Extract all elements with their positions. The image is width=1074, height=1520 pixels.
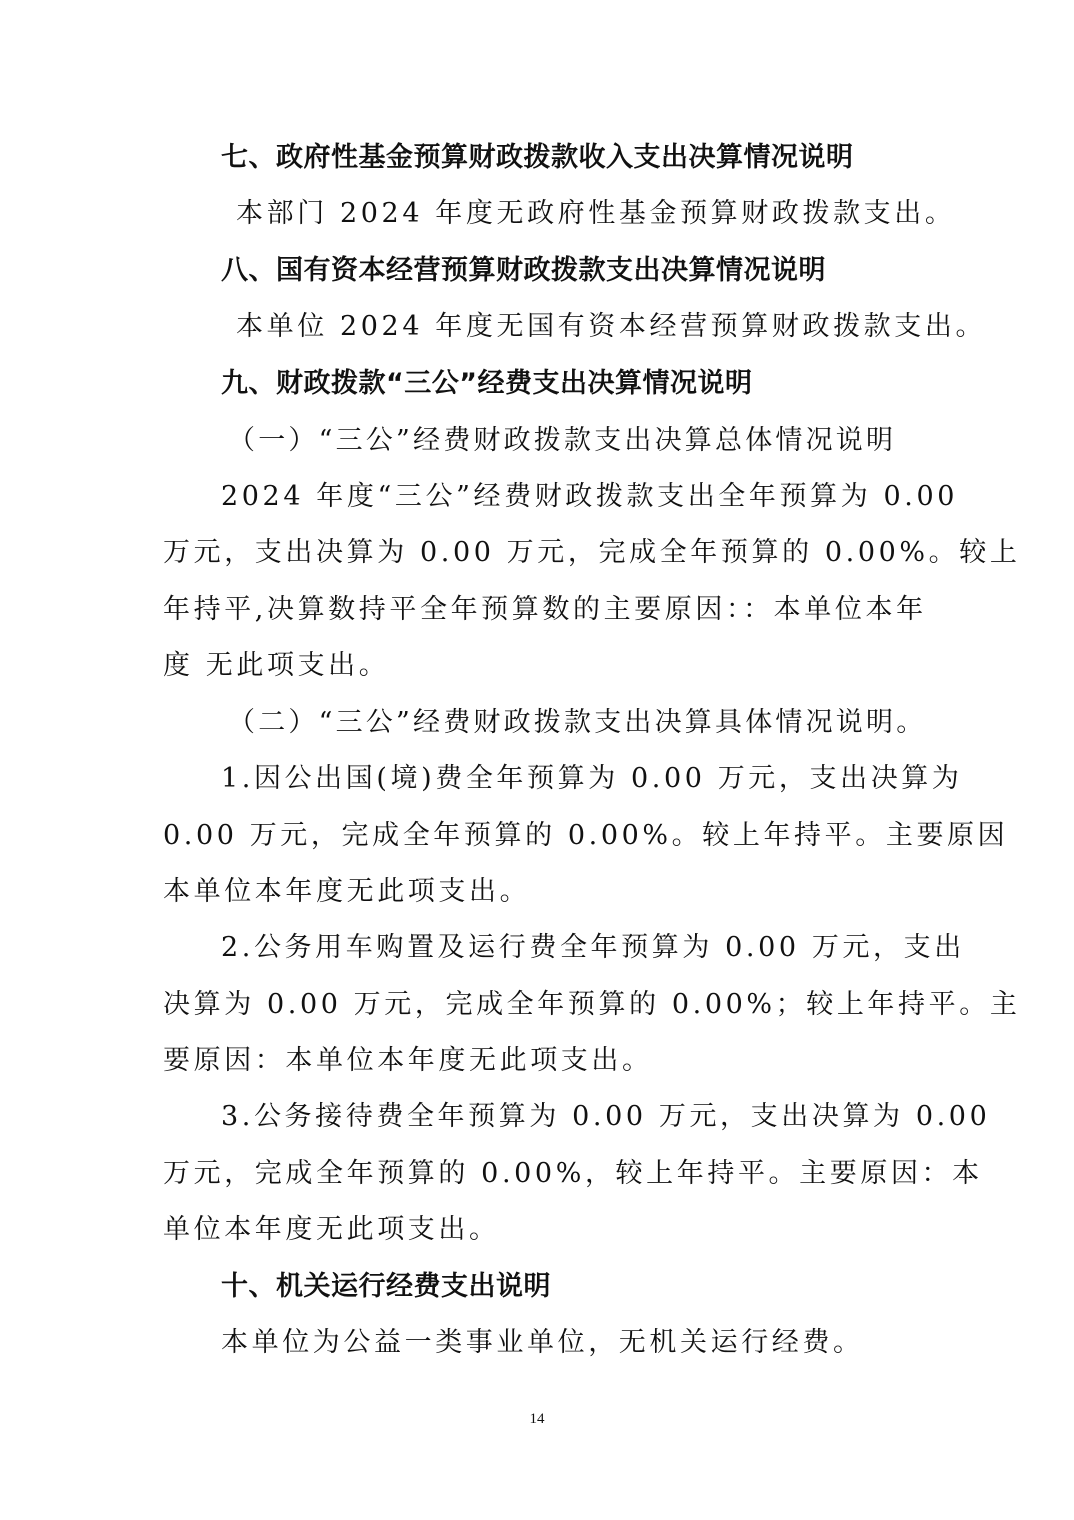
section-9-sub1-heading: （一）“三公”经费财政拨款支出决算总体情况说明 bbox=[228, 425, 897, 456]
item-2-line: 2.公务用车购置及运行费全年预算为 0.00 万元，支出 bbox=[221, 932, 965, 963]
section-8-heading: 八、国有资本经营预算财政拨款支出决算情况说明 bbox=[221, 255, 826, 286]
item-3-line: 万元，完成全年预算的 0.00%，较上年持平。主要原因：本 bbox=[163, 1158, 983, 1189]
section-9-sub1-line: 度 无此项支出。 bbox=[163, 650, 390, 681]
section-10-body: 本单位为公益一类事业单位，无机关运行经费。 bbox=[221, 1327, 864, 1358]
section-9-sub1-line: 年持平,决算数持平全年预算数的主要原因：：本单位本年 bbox=[163, 594, 927, 625]
item-1-line: 本单位本年度无此项支出。 bbox=[163, 876, 531, 907]
section-9-sub1-line: 万元，支出决算为 0.00 万元，完成全年预算的 0.00%。较上 bbox=[163, 537, 1021, 568]
item-3-line: 单位本年度无此项支出。 bbox=[163, 1214, 500, 1245]
item-2-line: 决算为 0.00 万元，完成全年预算的 0.00%；较上年持平。主 bbox=[163, 989, 1021, 1020]
section-9-sub2-heading: （二）“三公”经费财政拨款支出决算具体情况说明。 bbox=[228, 707, 927, 738]
section-10-heading: 十、机关运行经费支出说明 bbox=[221, 1271, 551, 1302]
item-2-line: 要原因：本单位本年度无此项支出。 bbox=[163, 1045, 653, 1076]
section-9-sub1-line: 2024 年度“三公”经费财政拨款支出全年预算为 0.00 bbox=[221, 481, 959, 512]
item-3-line: 3.公务接待费全年预算为 0.00 万元，支出决算为 0.00 bbox=[221, 1101, 991, 1132]
section-8-body: 本单位 2024 年度无国有资本经营预算财政拨款支出。 bbox=[236, 311, 987, 342]
section-7-body: 本部门 2024 年度无政府性基金预算财政拨款支出。 bbox=[236, 198, 956, 229]
item-1-line: 0.00 万元，完成全年预算的 0.00%。较上年持平。主要原因 bbox=[163, 820, 1009, 851]
section-7-heading: 七、政府性基金预算财政拨款收入支出决算情况说明 bbox=[221, 142, 854, 173]
page-number: 14 bbox=[529, 1411, 545, 1427]
section-9-heading: 九、财政拨款“三公”经费支出决算情况说明 bbox=[221, 368, 753, 399]
item-1-line: 1.因公出国(境)费全年预算为 0.00 万元，支出决算为 bbox=[221, 763, 963, 794]
